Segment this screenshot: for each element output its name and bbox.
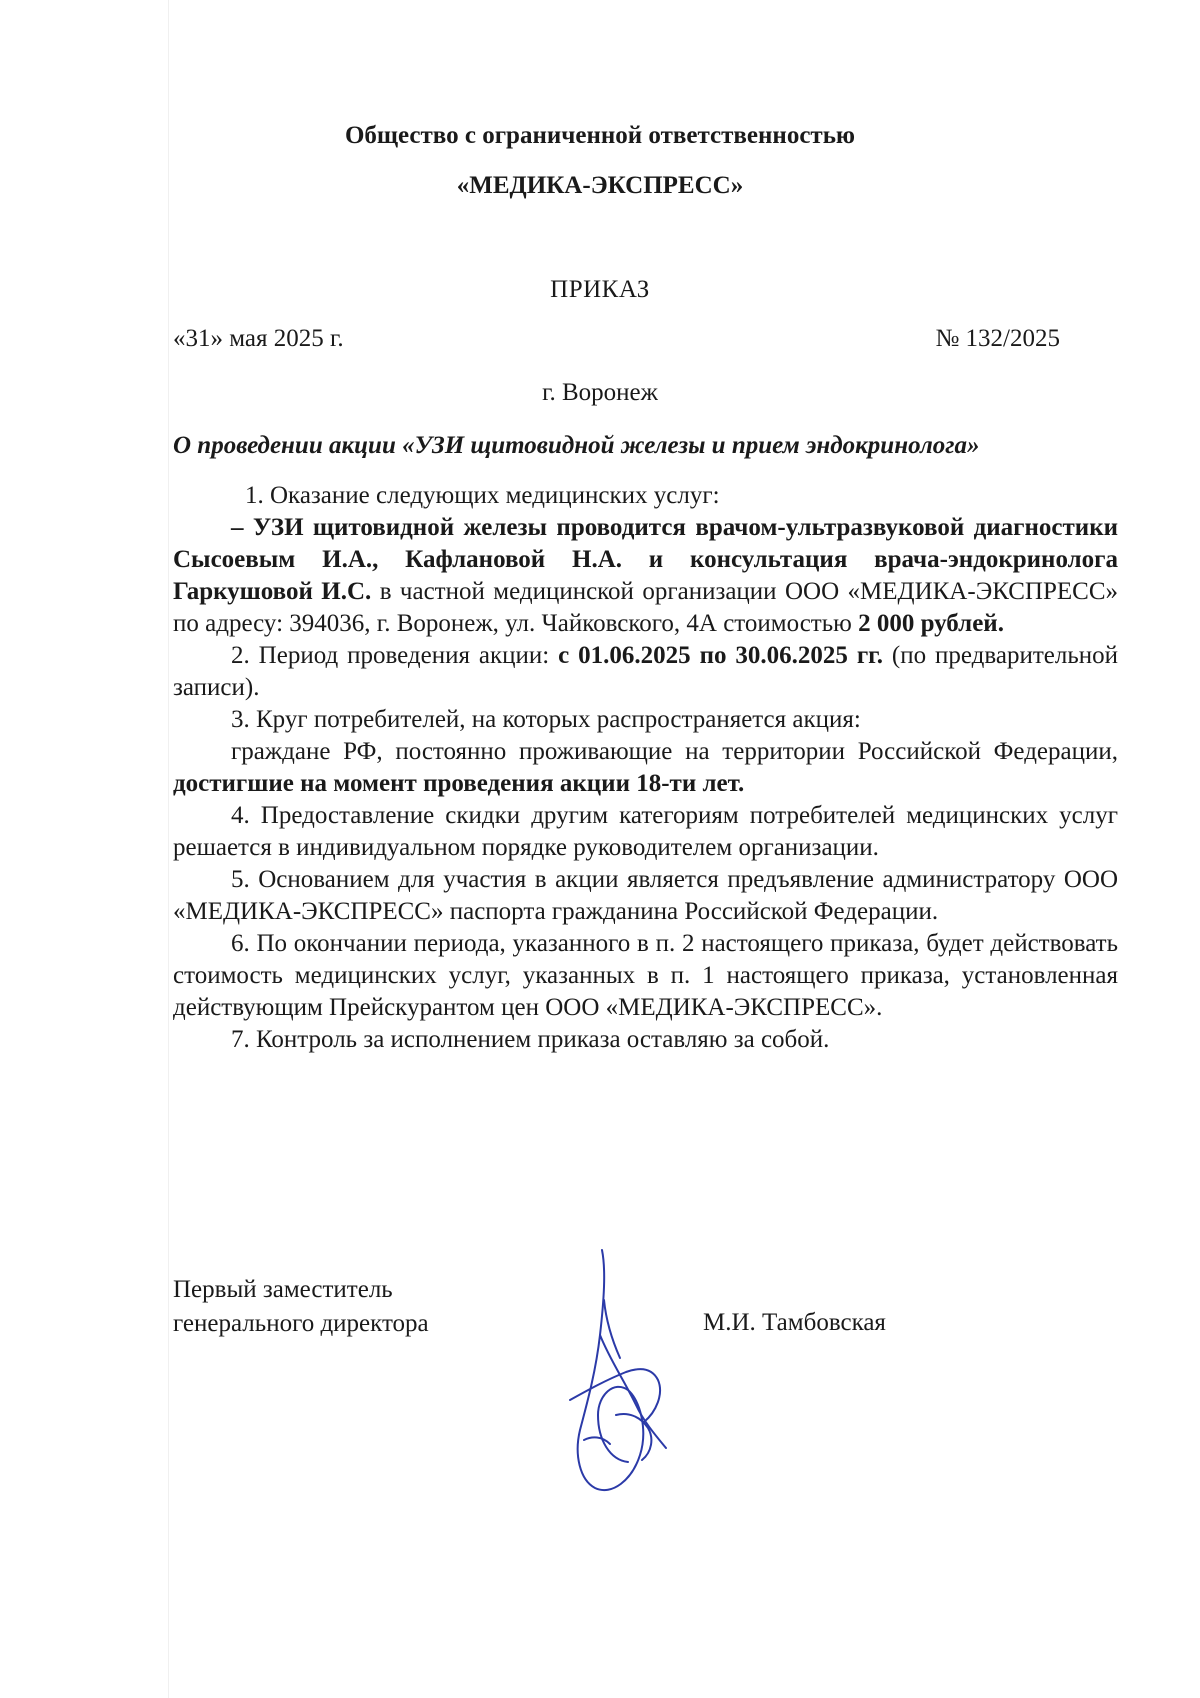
item-2-text: 2. Период проведения акции: [231,642,559,669]
document-type: ПРИКАЗ [550,276,650,303]
item-7: 7. Контроль за исполнением приказа оставляю за собой. [231,1026,830,1053]
org-name-line-2: «МЕДИКА-ЭКСПРЕСС» [456,172,744,199]
item-3-detail-text: граждане РФ, постоянно проживающие на территории Российской Федерации, [231,738,1118,765]
item-3-detail-bold: достигшие на момент проведения акции 18-ти лет. [173,770,745,797]
item-1-bold: УЗИ щитовидной железы проводится врачом-ультразвуковой диагностики Сысоевым И.А., Кафлановой Н.А. и консультация врача-эндокринолога Гаркушовой И.С. [173,514,1119,605]
item-3: 3. Круг потребителей, на которых распространяется акция: [231,706,861,733]
document-number: № 132/2025 [935,325,1060,352]
item-1-details [173,512,1118,640]
signatory-title [173,1273,429,1341]
item-2 [173,640,1118,704]
item-2-period: с 01.06.2025 по 30.06.2025 гг. [558,642,883,669]
item-1-text: в частной медицинской организации ООО «МЕДИКА-ЭКСПРЕСС» по адресу: 394036, г. Воронеж, ул. Чайковского, 4А стоимостью [173,578,1118,637]
signatory-title-line-2: генерального директора [173,1310,429,1337]
signatory-name: М.И. Тамбовская [703,1309,886,1336]
item-4: 4. Предоставление скидки другим категориям потребителей медицинских услуг решается в индивидуальном порядке руководителем организации. [173,802,1118,861]
signatory-title-line-1: Первый заместитель [173,1276,393,1303]
item-3-detail [173,736,1118,800]
document-date: «31» мая 2025 г. [173,325,344,352]
org-name-line-1: Общество с ограниченной ответственностью [344,122,856,149]
item-1-dash: – [231,514,253,541]
scan-edge [168,0,169,1698]
document-city: г. Воронеж [542,379,658,406]
document-subject: О проведении акции «УЗИ щитовидной железы и прием эндокринолога» [173,432,980,459]
handwritten-signature-icon [540,1240,690,1510]
item-6: 6. По окончании периода, указанного в п. 2 настоящего приказа, будет действовать стоимость медицинских услуг, указанных в п. 1 настоящего приказа, установленная действующим Прейскурантом цен ООО «МЕДИКА-ЭКСПРЕСС». [173,930,1118,1021]
document-body [173,480,1118,1056]
item-1-intro: 1. Оказание следующих медицинских услуг: [245,482,720,509]
item-2-tail: (по предварительной записи). [173,642,1118,701]
item-5: 5. Основанием для участия в акции является предъявление администратору ООО «МЕДИКА-ЭКСПРЕСС» паспорта гражданина Российской Федерации. [173,866,1118,925]
item-1-price: 2 000 рублей. [858,610,1004,637]
